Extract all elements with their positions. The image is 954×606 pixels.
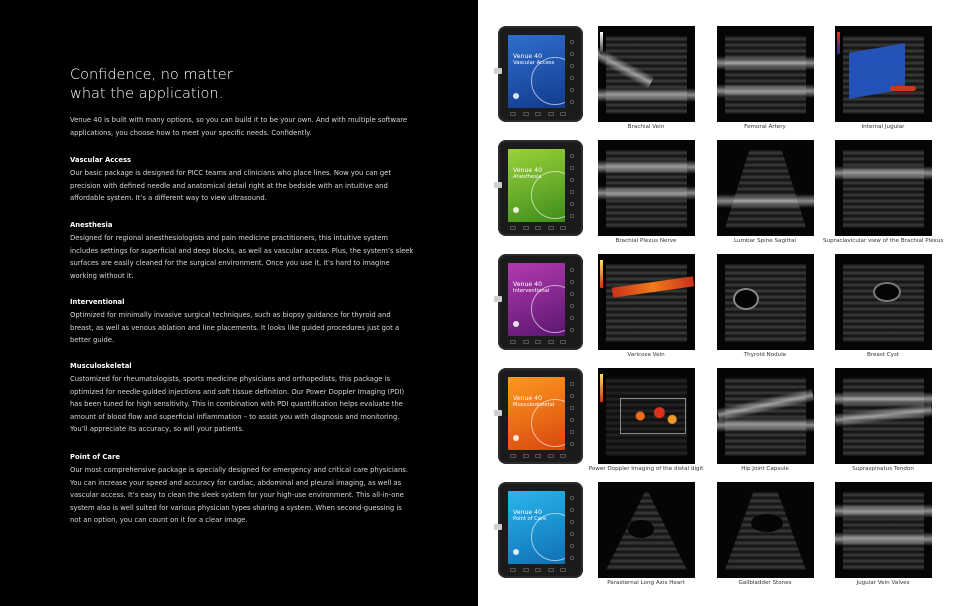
side-buttons bbox=[570, 496, 576, 560]
caption: Supraclavicular view of the Brachial Plexus bbox=[823, 238, 944, 244]
ge-logo-icon bbox=[513, 93, 519, 99]
device-musculoskeletal bbox=[498, 368, 583, 464]
caption: Brachial Vein bbox=[627, 124, 665, 130]
device-screen bbox=[508, 263, 565, 336]
device-handle bbox=[494, 410, 502, 416]
section-title: Musculoskeletal bbox=[70, 362, 132, 370]
side-buttons bbox=[570, 154, 576, 218]
ultrasound-thyroid-nodule bbox=[717, 254, 814, 350]
side-buttons bbox=[570, 382, 576, 446]
caption: Power Doppler Imaging of the distal digit bbox=[588, 466, 704, 472]
section-title: Interventional bbox=[70, 298, 125, 306]
section-body: Customized for rheumatologists, sports medicine physicians and orthopedists, this package is optimized for needle-guided injections and soft tissue definition. Our Power Doppler Imaging (PDI) has been tuned for high sensitivity. This in combination with PDI quantification helps evaluate the amount of blood flow and superficial inflammation – to assist you with diagnosis and monitoring. You’ll appreciate its accuracy, so will your patients. bbox=[70, 375, 405, 434]
caption: Thyroid Nodule bbox=[743, 352, 787, 358]
device-model-label: Venue 40 bbox=[513, 53, 543, 60]
device-model-label: Venue 40 bbox=[513, 509, 543, 516]
device-model-label: Venue 40 bbox=[513, 167, 543, 174]
ultrasound-gallbladder-stones bbox=[717, 482, 814, 578]
caption: Hip Joint Capsule bbox=[741, 466, 789, 472]
caption: Breast Cyst bbox=[866, 352, 900, 358]
section-body: Optimized for minimally invasive surgical techniques, such as biopsy guidance for thyroid and breast, as well as venous ablation and line placements. It looks like guided procedures just got a better guide. bbox=[70, 311, 400, 345]
ultrasound-power-doppler-distal-digit bbox=[598, 368, 695, 464]
device-handle bbox=[494, 182, 502, 188]
device-screen bbox=[508, 149, 565, 222]
section-title: Vascular Access bbox=[70, 156, 132, 164]
device-app-label: Musculoskeletal bbox=[513, 402, 555, 408]
ge-logo-icon bbox=[513, 435, 519, 441]
headline-line-2: what the application. bbox=[70, 86, 224, 102]
section-title: Point of Care bbox=[70, 453, 120, 461]
side-buttons bbox=[570, 268, 576, 332]
device-interventional bbox=[498, 254, 583, 350]
ultrasound-brachial-vein bbox=[598, 26, 695, 122]
section-body: Designed for regional anesthesiologists and pain medicine practitioners, this intuitive system includes settings for superficial and deep blocks, as well as vascular access. Plus, the system’s sleek surfaces are easily cleaned for the surgical environment. Once you use it, it’s hard to imagine working without it. bbox=[70, 234, 414, 280]
bottom-buttons bbox=[510, 454, 566, 458]
section-vascular-access bbox=[70, 155, 415, 205]
caption: Brachial Plexus Nerve bbox=[615, 238, 677, 244]
device-model-label: Venue 40 bbox=[513, 395, 543, 402]
ultrasound-lumbar-spine-sagittal bbox=[717, 140, 814, 236]
ultrasound-breast-cyst bbox=[835, 254, 932, 350]
section-point-of-care bbox=[70, 452, 415, 527]
device-screen bbox=[508, 377, 565, 450]
section-anesthesia bbox=[70, 220, 415, 282]
caption: Varicose Vein bbox=[627, 352, 665, 358]
ultrasound-internal-jugular bbox=[835, 26, 932, 122]
section-body: Our basic package is designed for PICC teams and clinicians who place lines. Now you can get precision with defined needle and anatomical detail right at the bedside with an intuitive and affordable system. It’s a different way to view ultrasound. bbox=[70, 169, 392, 203]
device-handle bbox=[494, 524, 502, 530]
caption: Femoral Artery bbox=[744, 124, 786, 130]
image-panel bbox=[478, 0, 954, 606]
ge-logo-icon bbox=[513, 549, 519, 555]
caption: Supraspinatus Tendon bbox=[852, 466, 914, 472]
device-anesthesia bbox=[498, 140, 583, 236]
ultrasound-brachial-plexus-nerve bbox=[598, 140, 695, 236]
ge-logo-icon bbox=[513, 321, 519, 327]
caption: Jugular Vein Valves bbox=[856, 580, 910, 586]
side-buttons bbox=[570, 40, 576, 104]
device-screen bbox=[508, 35, 565, 108]
intro-paragraph: Venue 40 is built with many options, so you can build it to be your own. And with multiple software applications, you choose how to meet your specific needs. Confidently. bbox=[70, 116, 408, 137]
bottom-buttons bbox=[510, 112, 566, 116]
section-title: Anesthesia bbox=[70, 221, 113, 229]
bottom-buttons bbox=[510, 568, 566, 572]
ultrasound-jugular-vein-valves bbox=[835, 482, 932, 578]
device-point-of-care bbox=[498, 482, 583, 578]
ultrasound-supraclavicular-brachial-plexus bbox=[835, 140, 932, 236]
headline-line-1: Confidence, no matter bbox=[70, 67, 233, 83]
ultrasound-supraspinatus-tendon bbox=[835, 368, 932, 464]
caption: Internal Jugular bbox=[861, 124, 905, 130]
section-interventional bbox=[70, 297, 415, 347]
section-musculoskeletal bbox=[70, 361, 415, 436]
device-vascular-access bbox=[498, 26, 583, 122]
caption: Parasternal Long Axis Heart bbox=[607, 580, 685, 586]
device-app-label: Anesthesia bbox=[513, 174, 542, 180]
device-app-label: Interventional bbox=[513, 288, 550, 294]
device-app-label: Point of Care bbox=[513, 516, 547, 522]
device-app-label: Vascular Access bbox=[513, 60, 555, 66]
ultrasound-varicose-vein bbox=[598, 254, 695, 350]
ultrasound-parasternal-long-axis-heart bbox=[598, 482, 695, 578]
caption: Gallbladder Stones bbox=[738, 580, 792, 586]
page-headline bbox=[70, 66, 400, 104]
bottom-buttons bbox=[510, 226, 566, 230]
device-model-label: Venue 40 bbox=[513, 281, 543, 288]
ge-logo-icon bbox=[513, 207, 519, 213]
device-handle bbox=[494, 296, 502, 302]
section-body: Our most comprehensive package is specially designed for emergency and critical care physicians. You can increase your speed and accuracy for cardiac, abdominal and pleural imaging, as well as vascular access. It’s easy to clean the sleek system for your high-use environment. This all-in-one system also is well suited for various physician types sharing a system. When second-guessing is not an option, you can count on it for a clear image. bbox=[70, 466, 408, 525]
device-handle bbox=[494, 68, 502, 74]
ultrasound-femoral-artery bbox=[717, 26, 814, 122]
device-screen bbox=[508, 491, 565, 564]
bottom-buttons bbox=[510, 340, 566, 344]
ultrasound-hip-joint-capsule bbox=[717, 368, 814, 464]
caption: Lumbar Spine Sagittal bbox=[734, 238, 796, 244]
